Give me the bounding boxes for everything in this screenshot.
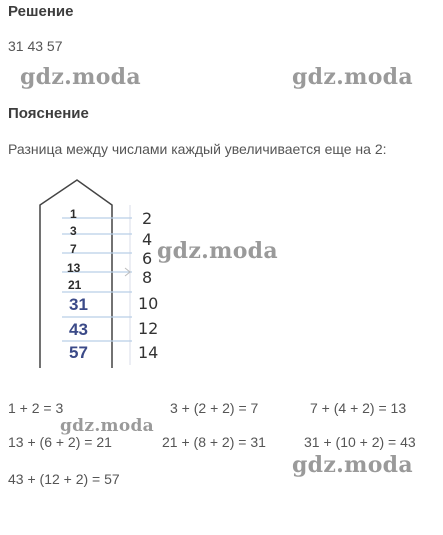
sequence-number: 1: [70, 207, 77, 221]
equation: 21 + (8 + 2) = 31: [162, 434, 266, 450]
equation: 7 + (4 + 2) = 13: [310, 400, 407, 416]
sequence-number: 13: [67, 261, 81, 275]
solution-heading: Решение: [8, 3, 74, 20]
watermark-3: gdz.moda: [157, 238, 278, 264]
difference-number: 4: [142, 230, 153, 249]
solution-answer: 31 43 57: [8, 38, 63, 54]
equation: 31 + (10 + 2) = 43: [304, 434, 416, 450]
watermark-1: gdz.moda: [20, 64, 141, 90]
difference-number: 8: [142, 268, 153, 287]
watermark-2: gdz.moda: [292, 64, 413, 90]
difference-number: 12: [138, 319, 159, 338]
difference-number: 14: [138, 343, 159, 362]
sequence-number: 21: [68, 278, 82, 292]
difference-number: 2: [142, 209, 153, 228]
sequence-number: 57: [69, 343, 88, 362]
sequence-number: 7: [70, 242, 77, 256]
equation: 3 + (2 + 2) = 7: [170, 400, 259, 416]
difference-number: 6: [142, 249, 153, 268]
sequence-number: 3: [70, 224, 77, 238]
equation: 1 + 2 = 3: [8, 400, 64, 416]
explanation-text: Разница между числами каждый увеличивается еще на 2:: [8, 141, 387, 157]
equation: 13 + (6 + 2) = 21: [8, 434, 112, 450]
sequence-number: 31: [69, 295, 88, 314]
watermark-4: gdz.moda: [60, 416, 154, 436]
equation: 43 + (12 + 2) = 57: [8, 471, 120, 487]
explanation-heading: Пояснение: [8, 105, 89, 122]
difference-number: 10: [138, 294, 159, 313]
watermark-5: gdz.moda: [292, 452, 413, 478]
sequence-number: 43: [69, 320, 88, 339]
